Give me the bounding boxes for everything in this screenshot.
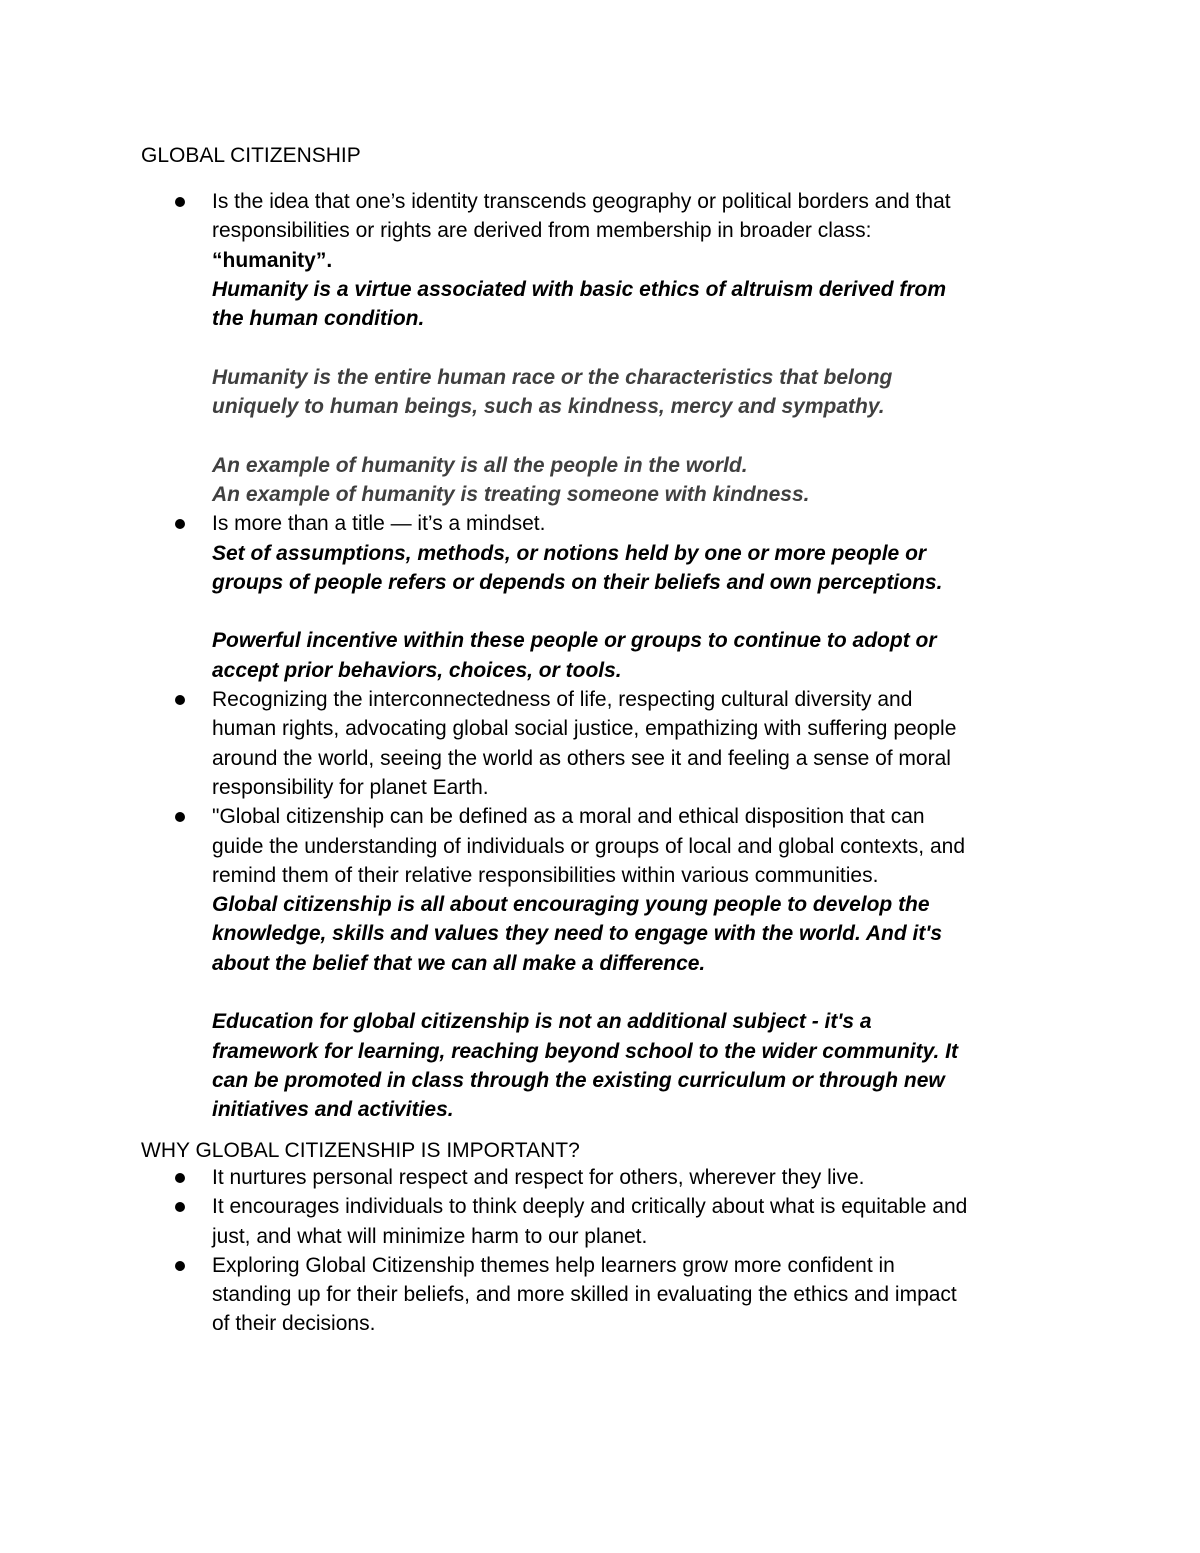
item-text: It nurtures personal respect and respect for others, wherever they live.: [212, 1166, 865, 1189]
item-text: guide the understanding of individuals or groups of local and global contexts, and: [212, 834, 966, 858]
list-item: [0, 1163, 1072, 1192]
item-text: It encourages individuals to think deeply and critically about what is equitable and: [212, 1195, 968, 1219]
bullet-icon: [175, 519, 185, 529]
definition-text: Education for global citizenship is not an additional subject - it's a: [212, 1010, 872, 1034]
definition-text: framework for learning, reaching beyond school to the wider community. It: [212, 1039, 959, 1063]
definition-text: Set of assumptions, methods, or notions held by one or more people or: [212, 541, 927, 565]
definition-text: initiatives and activities.: [212, 1098, 454, 1122]
list-item: [0, 1192, 1072, 1251]
example-text: An example of humanity is all the people in the world.: [212, 453, 748, 477]
item-text: Is more than a title — it’s a mindset.: [212, 512, 546, 536]
section-heading: GLOBAL CITIZENSHIP: [141, 144, 361, 167]
bullet-icon: [175, 812, 185, 822]
bullet-icon: [175, 197, 185, 207]
item-text: Is the idea that one’s identity transcends geography or political borders and that: [212, 190, 951, 213]
definition-text: Humanity is a virtue associated with basic ethics of altruism derived from: [212, 277, 947, 301]
item-text: Exploring Global Citizenship themes help learners grow more confident in: [212, 1253, 895, 1277]
bullet-list: [0, 1163, 1200, 1339]
example-text: An example of humanity is treating someone with kindness.: [212, 482, 810, 506]
definition-text: Global citizenship is all about encouraging young people to develop the: [212, 893, 930, 917]
list-item: [0, 802, 1072, 1124]
item-text: standing up for their beliefs, and more skilled in evaluating the ethics and impact: [212, 1283, 957, 1307]
definition-text: Humanity is the entire human race or the characteristics that belong: [212, 365, 893, 389]
list-item: [0, 1251, 1072, 1339]
definition-text: uniquely to human beings, such as kindness, mercy and sympathy.: [212, 395, 885, 419]
definition-text: groups of people refers or depends on their beliefs and own perceptions.: [212, 570, 943, 594]
item-bold-term: “humanity”.: [212, 248, 333, 272]
definition-text: Powerful incentive within these people or groups to continue to adopt or: [212, 629, 937, 653]
list-item: [0, 509, 1072, 685]
definition-text: can be promoted in class through the existing curriculum or through new: [212, 1068, 945, 1092]
item-text: responsibilities or rights are derived from membership in broader class:: [212, 219, 872, 243]
list-item: [0, 685, 1072, 802]
definition-text: accept prior behaviors, choices, or tools.: [212, 658, 622, 682]
definition-text: the human condition.: [212, 307, 425, 331]
bullet-icon: [175, 1202, 185, 1212]
bullet-icon: [175, 695, 185, 705]
item-text: of their decisions.: [212, 1312, 376, 1336]
bullet-list: [0, 187, 1200, 1125]
bullet-icon: [175, 1261, 185, 1271]
section-heading: WHY GLOBAL CITIZENSHIP IS IMPORTANT?: [141, 1139, 580, 1162]
definition-text: about the belief that we can all make a difference.: [212, 951, 706, 975]
bullet-icon: [175, 1173, 185, 1183]
item-text: just, and what will minimize harm to our planet.: [212, 1224, 648, 1248]
item-text: responsibility for planet Earth.: [212, 775, 489, 799]
list-item: [0, 187, 1072, 509]
item-text: Recognizing the interconnectedness of life, respecting cultural diversity and: [212, 688, 913, 712]
item-text: human rights, advocating global social justice, empathizing with suffering people: [212, 717, 957, 741]
item-text: "Global citizenship can be defined as a moral and ethical disposition that can: [212, 805, 925, 829]
item-text: remind them of their relative responsibilities within various communities.: [212, 863, 879, 887]
definition-text: knowledge, skills and values they need to engage with the world. And it's: [212, 922, 943, 946]
item-text: around the world, seeing the world as others see it and feeling a sense of moral: [212, 746, 951, 770]
